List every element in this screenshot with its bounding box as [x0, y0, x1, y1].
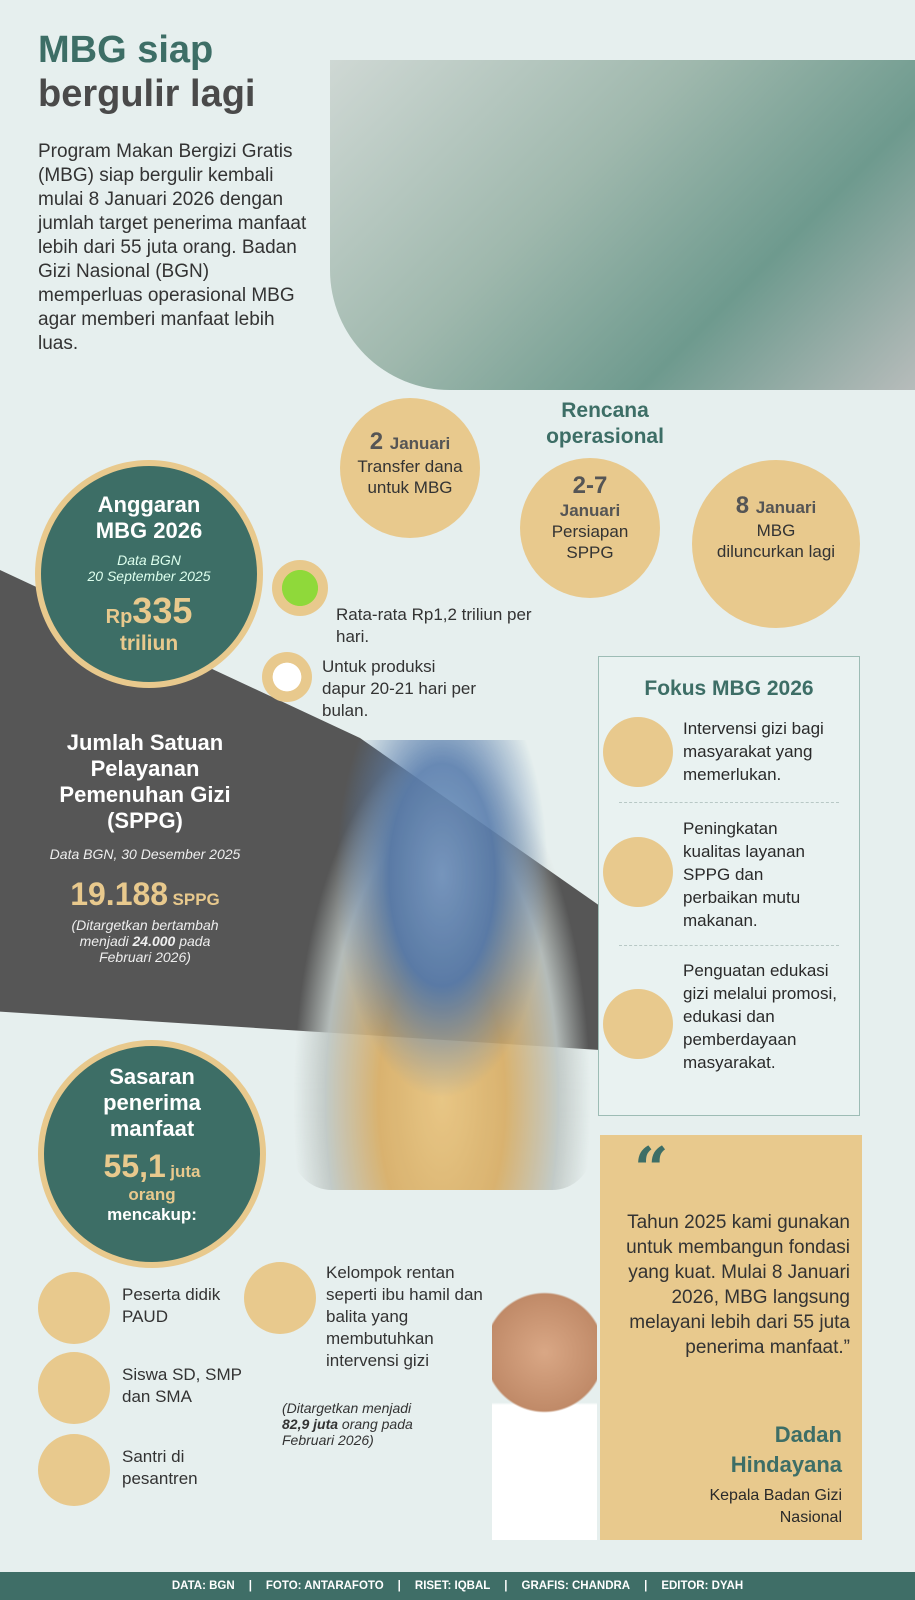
- credit-graphics: GRAFIS: CHANDRA: [521, 1580, 631, 1592]
- sasaran-circle: [38, 1040, 266, 1268]
- anggaran-note-daily: Rata-rata Rp1,2 triliun per hari.: [336, 605, 532, 646]
- anggaran-source: Data BGN: [117, 552, 181, 568]
- divider: [619, 945, 839, 946]
- step-text: Transfer dana untuk MBG: [357, 457, 463, 497]
- quote-mark-icon: “: [634, 1135, 669, 1205]
- students-eating-photo: [330, 60, 915, 390]
- sppg-title: Jumlah Satuan Pelayanan Pemenuhan Gizi (SPPG): [59, 730, 231, 833]
- quran-icon: [38, 1434, 110, 1506]
- fokus-text: Penguatan edukasi gizi melalui promosi, edukasi dan pemberdayaan masyarakat.: [683, 961, 837, 1072]
- credit-data: DATA: BGN: [171, 1580, 235, 1592]
- separator: |: [504, 1580, 508, 1592]
- house-check-icon: [603, 837, 673, 907]
- quote-name: Dadan Hindayana: [730, 1422, 842, 1477]
- separator: |: [248, 1580, 252, 1592]
- sppg-block: [20, 730, 270, 965]
- quote-box: [600, 1135, 862, 1540]
- sppg-note: (Ditargetkan bertambah menjadi 24.000 pada Februari 2026): [71, 917, 219, 965]
- community-icon: [603, 717, 673, 787]
- step-3: [692, 460, 860, 628]
- megaphone-icon: [603, 989, 673, 1059]
- sppg-source: Data BGN, 30 Desember 2025: [49, 846, 241, 862]
- sppg-value: 19.188 SPPG: [70, 876, 220, 912]
- students-icon: [38, 1352, 110, 1424]
- page-title: [38, 28, 255, 116]
- rencana-title: Rencana operasional: [546, 399, 664, 448]
- sasaran-note: (Ditargetkan menjadi 82,9 juta orang pada Februari 2026): [282, 1400, 413, 1448]
- anggaran-note-days: Untuk produksi dapur 20-21 hari per bulan.: [322, 657, 477, 720]
- credit-editor: EDITOR: DYAH: [661, 1580, 744, 1592]
- divider: [619, 802, 839, 803]
- sasaran-unit: orang: [128, 1185, 176, 1204]
- intro-text: Program Makan Bergizi Gratis (MBG) siap bergulir kembali mulai 8 Januari 2026 dengan jumlah target penerima manfaat lebih dari 55 juta orang. Badan Gizi Nasional (BGN) memperluas operasional MBG agar memberi manfaat lebih luas.: [38, 141, 307, 354]
- step-text: Persiapan SPPG: [551, 522, 629, 562]
- credits-footer: [0, 1572, 915, 1600]
- sasaran-sub: mencakup:: [107, 1205, 197, 1224]
- sasaran-title: Sasaran penerima manfaat: [103, 1064, 201, 1141]
- separator: |: [397, 1580, 401, 1592]
- kids-icon: [38, 1272, 110, 1344]
- quote-text: Tahun 2025 kami gunakan untuk membangun fondasi yang kuat. Mulai 8 Januari 2026, MBG langsung melayani lebih dari 55 juta penerima manfaat.”: [626, 1212, 850, 1358]
- sasaran-value: 55,1 juta: [103, 1148, 201, 1184]
- quote-role: Kepala Badan Gizi Nasional: [709, 1487, 842, 1526]
- group-santri: Santri di pesantren: [122, 1447, 198, 1488]
- title-line-1: MBG siap: [38, 29, 214, 71]
- group-vulnerable: Kelompok rentan seperti ibu hamil dan balita yang membutuhkan intervensi gizi: [326, 1263, 483, 1370]
- credit-photo: FOTO: ANTARAFOTO: [265, 1580, 384, 1592]
- money-icon: [272, 560, 328, 616]
- anggaran-title: Anggaran MBG 2026: [95, 492, 203, 543]
- credit-research: RISET: IQBAL: [414, 1580, 491, 1592]
- anggaran-value: Rp335: [105, 590, 193, 631]
- group-students: Siswa SD, SMP dan SMA: [122, 1365, 242, 1406]
- separator: |: [644, 1580, 648, 1592]
- dadan-portrait: [492, 1290, 597, 1540]
- fokus-text: Intervensi gizi bagi masyarakat yang memerlukan.: [683, 719, 824, 784]
- anggaran-circle: [35, 460, 263, 688]
- fokus-panel: [598, 656, 860, 1116]
- fokus-title: Fokus MBG 2026: [644, 677, 814, 700]
- anggaran-unit: triliun: [119, 632, 179, 655]
- step-2: [520, 458, 660, 598]
- food-cover-icon: [262, 652, 312, 702]
- title-line-2: bergulir lagi: [38, 73, 256, 115]
- step-date: 2-7: [572, 472, 608, 499]
- step-date: 8 Januari: [735, 492, 817, 519]
- pregnant-woman-icon: [244, 1262, 316, 1334]
- anggaran-date: 20 September 2025: [87, 568, 211, 584]
- step-1: [340, 398, 480, 538]
- step-month: Januari: [559, 501, 621, 520]
- fokus-text: Peningkatan kualitas layanan SPPG dan perbaikan mutu makanan.: [683, 819, 805, 930]
- step-date: 2 Januari: [369, 428, 451, 455]
- group-paud: Peserta didik PAUD: [122, 1285, 221, 1326]
- kitchen-worker-photo: [292, 740, 592, 1190]
- step-text: MBG diluncurkan lagi: [716, 521, 836, 561]
